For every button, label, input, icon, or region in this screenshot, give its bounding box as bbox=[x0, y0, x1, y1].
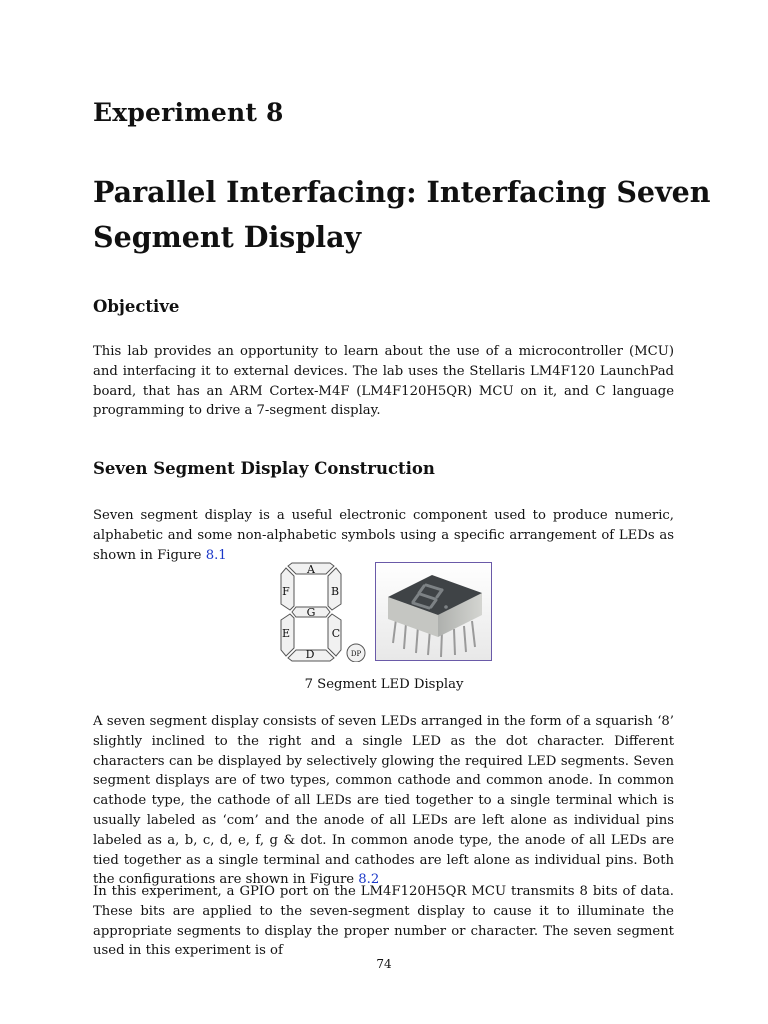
figure-caption: 7 Segment LED Display bbox=[304, 677, 464, 692]
segment-label-c: C bbox=[331, 627, 341, 640]
experiment-paragraph bbox=[93, 882, 674, 961]
chapter-title: Parallel Interfacing: Interfacing Seven Segment Display bbox=[93, 175, 711, 254]
seven-segment-description-paragraph bbox=[93, 712, 674, 890]
segment-label-d: D bbox=[305, 648, 315, 661]
construction-intro-text: Seven segment display is a useful electronic component used to produce numeric, alphabetic and some non-alphabetic symbols using a specific arrangement of LEDs as shown in Figure bbox=[93, 508, 674, 563]
construction-intro-paragraph bbox=[93, 506, 674, 565]
figure-8-1-link[interactable]: 8.1 bbox=[205, 547, 227, 563]
segment-label-e: E bbox=[281, 627, 291, 640]
construction-heading: Seven Segment Display Construction bbox=[93, 459, 435, 478]
page-number: 74 bbox=[376, 957, 392, 971]
segment-label-g: G bbox=[306, 606, 316, 619]
segment-label-a: A bbox=[307, 563, 315, 576]
segment-label-b: B bbox=[330, 585, 340, 598]
segment-label-dp: DP bbox=[350, 650, 362, 658]
seven-segment-photo bbox=[375, 562, 492, 661]
figure-8-2-link[interactable]: 8.2 bbox=[358, 872, 380, 888]
objective-paragraph bbox=[93, 342, 674, 421]
objective-text: This lab provides an opportunity to learn about the use of a microcontroller (MCU) and interfacing it to external devices. The lab uses the Stellaris LM4F120 LaunchPad board, that has an ARM Cortex-M4F (LM4F120H5QR) MCU on it, and C language programming to drive a 7-segment display. bbox=[93, 344, 674, 419]
experiment-text: In this experiment, a GPIO port on the LM4F120H5QR MCU transmits 8 bits of data. These bits are applied to the seven-segment display to cause it to illuminate the appropriate segments to display the proper number or character. The seven segment used in this experiment is of bbox=[93, 884, 674, 959]
chapter-label: Experiment 8 bbox=[93, 98, 284, 127]
objective-heading: Objective bbox=[93, 297, 180, 316]
description-text: A seven segment display consists of seven LEDs arranged in the form of a squarish ‘8’ slightly inclined to the right and a single LED as the dot character. Different characters can be displayed by selectively glowing the required LED segments. Seven segment displays are of two types, common cathode and common anode. In common cathode type, the cathode of all LEDs are tied together to a single terminal which is usually labeled as ‘com’ and the anode of all LEDs are left alone as individual pins labeled as a, b, c, d, e, f, g & dot. In common anode type, the anode of all LEDs are tied together as a single terminal and cathodes are left alone as individual pins. Both the configurations are shown in Figure bbox=[93, 714, 674, 888]
segment-label-f: F bbox=[282, 585, 290, 598]
seven-segment-photo-illustration bbox=[376, 563, 491, 660]
